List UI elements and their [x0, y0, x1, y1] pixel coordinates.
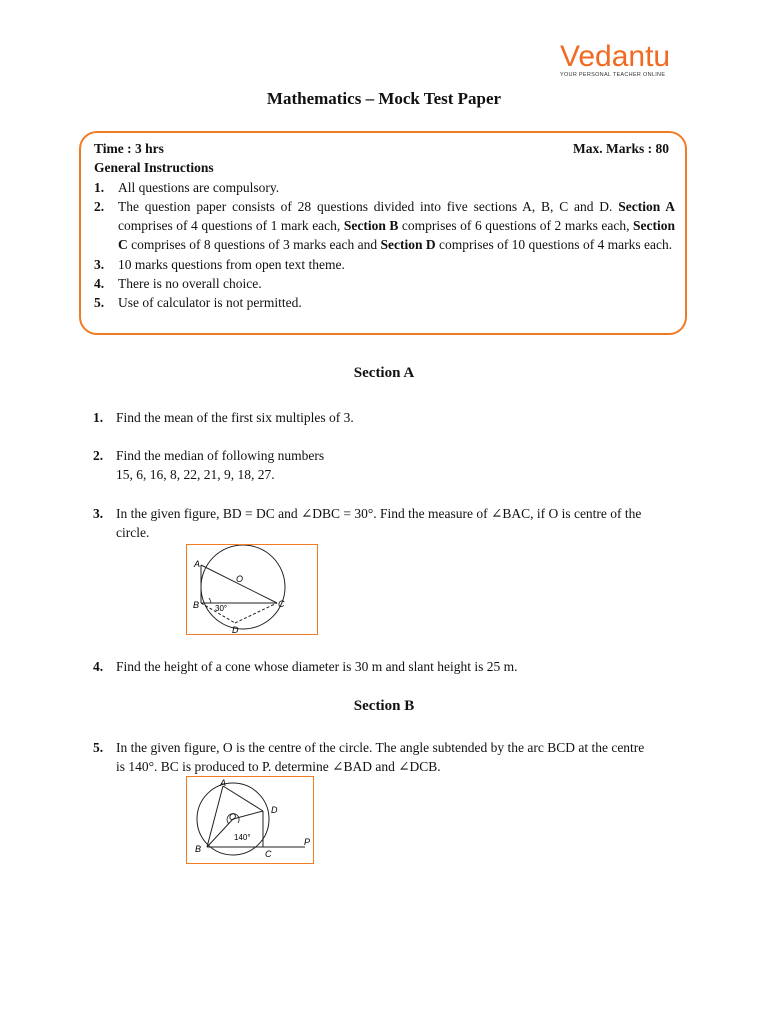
label-c: C [265, 849, 272, 859]
logo-tagline: YOUR PERSONAL TEACHER ONLINE [560, 72, 666, 78]
section-b-heading: Section B [353, 698, 415, 714]
segment-ac [201, 565, 277, 603]
instruction-item: 1. All questions are compulsory. [94, 179, 280, 195]
instruction-item: 2. The question paper consists of 28 questions divided into five sections A, B, C and D. Section A comprises of 4 questions of 1 mark each, Section B comprises of 6 questions of 2 marks each, Section C comprises of 8 questions of 3 marks each and Section D comprises of 10 questions of 4 marks each. [94, 198, 675, 253]
label-b: B [195, 844, 202, 854]
time-label: Time : 3 hrs [94, 141, 164, 156]
label-a: A [220, 778, 227, 788]
section-a-heading: Section A [353, 365, 415, 381]
segment-dc [235, 603, 277, 623]
figure-q5 [186, 776, 314, 864]
figure-q5-svg [187, 777, 313, 863]
angle-arc [209, 598, 211, 603]
label-c: C [278, 599, 285, 609]
question-4: 4. Find the height of a cone whose diameter is 30 m and slant height is 25 m. [93, 659, 518, 674]
figure-q3-svg [187, 545, 317, 634]
vedantu-logo [560, 42, 680, 82]
figure-q3 [186, 544, 318, 635]
label-d: D [271, 805, 278, 815]
label-a: A [194, 559, 201, 569]
label-o: O [229, 812, 237, 822]
question-3: 3. In the given figure, BD = DC and ∠DBC = 30°. Find the measure of ∠BAC, if O is centre of the circle. [93, 506, 642, 540]
question-1: 1. Find the mean of the first six multiples of 3. [93, 410, 354, 425]
label-angle: 140° [234, 833, 251, 842]
label-p: P [304, 837, 311, 847]
logo-wordmark: Vedantu [560, 40, 671, 73]
instruction-item: 4. There is no overall choice. [94, 276, 262, 292]
max-marks-label: Max. Marks : 80 [573, 141, 669, 156]
circle [201, 545, 285, 629]
segment-ad [223, 786, 263, 811]
label-angle: 30° [215, 604, 228, 613]
label-o: O [236, 574, 244, 584]
page-title: Mathematics – Mock Test Paper [266, 89, 502, 108]
question-2: 2. Find the median of following numbers 15, 6, 16, 8, 22, 21, 9, 18, 27. [93, 448, 325, 482]
instruction-item: 3. 10 marks questions from open text theme. [94, 256, 345, 272]
label-d: D [232, 625, 239, 634]
instructions-heading: General Instructions [94, 160, 214, 176]
label-b: B [193, 600, 200, 610]
general-info-box [79, 131, 687, 335]
instruction-item: 5. Use of calculator is not permitted. [94, 295, 302, 311]
question-5: 5. In the given figure, O is the centre of the circle. The angle subtended by the arc BCD at the centre is 140°. BC is produced to P. determine ∠BAD and ∠DCB. [93, 740, 645, 774]
